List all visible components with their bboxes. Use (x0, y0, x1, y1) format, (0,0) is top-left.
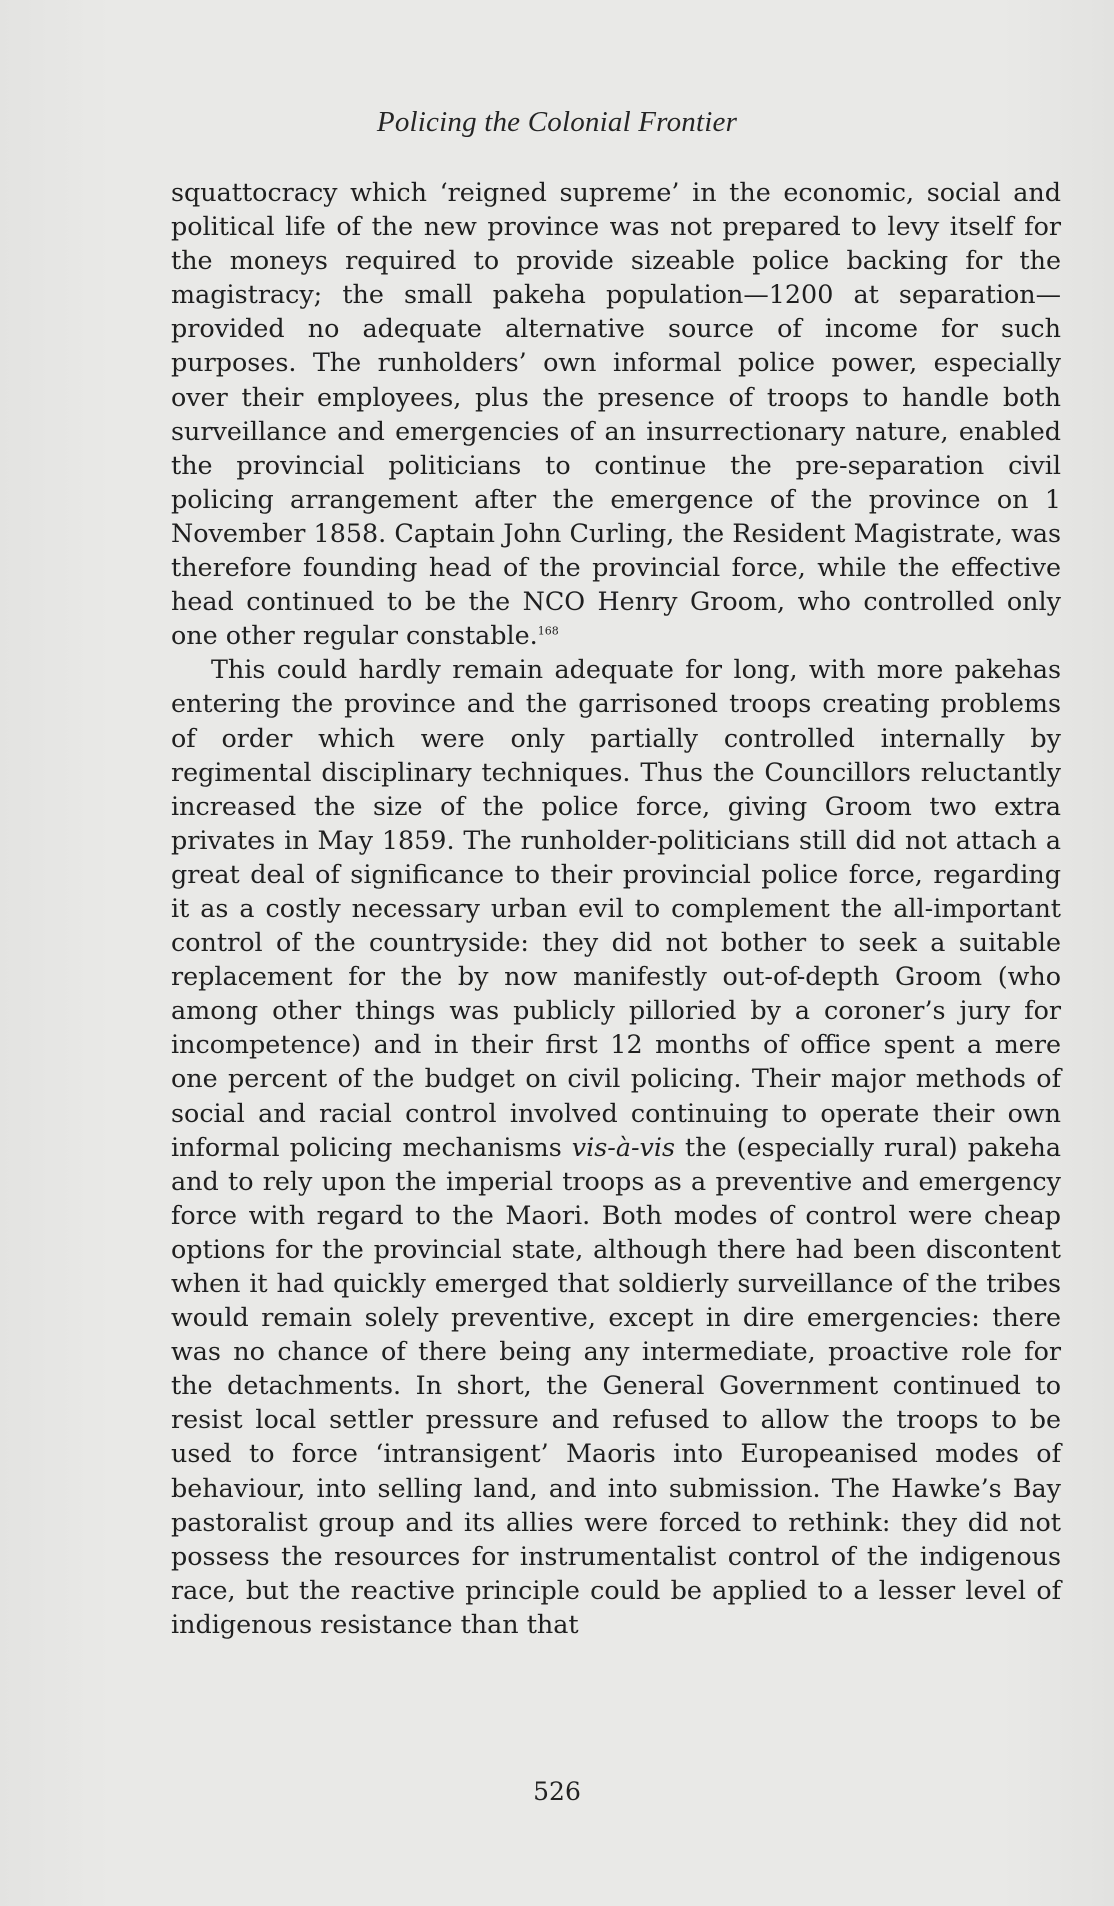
paragraph-1-text: squattocracy which ‘reigned supreme’ in the economic, social and political life of the new province was not prepared to levy itself for the moneys required to provide sizeable police backing for the magistracy; the small pakeha population—1200 at separation—provided no adequate alternative source of income for such purposes. The runholders’ own informal police power, especially over their employees, plus the presence of troops to handle both surveillance and emergencies of an insurrectionary nature, enabled the provincial politicians to continue the pre-separation civil policing arrangement after the emergence of the province on 1 November 1858. Captain John Curling, the Resident Magistrate, was therefore founding head of the provincial force, while the effective head continued to be the NCO Henry Groom, who controlled only one other regular constable. (171, 177, 1061, 651)
footnote-reference: 168 (537, 624, 559, 638)
paragraph-2 (171, 652, 1061, 1641)
paragraph-1 (171, 175, 1061, 652)
paragraph-2-text-end: the (especially rural) pakeha and to rely upon the imperial troops as a preventive and emergency force with regard to the Maori. Both modes of control were cheap options for the provincial state, although there had been discontent when it had quickly emerged that soldierly surveillance of the tribes would remain solely preventive, except in dire emergencies: there was no chance of there being any intermediate, proactive role for the detachments. In short, the General Government continued to resist local settler pressure and refused to allow the troops to be used to force ‘intransigent’ Maoris into Europeanised modes of behaviour, into selling land, and into submission. The Hawke’s Bay pastoralist group and its allies were forced to rethink: they did not possess the resources for instrumentalist control of the indigenous race, but the reactive principle could be applied to a lesser level of indigenous resistance than that (171, 1131, 1061, 1639)
body-text (171, 175, 1061, 1641)
paragraph-2-text-start: This could hardly remain adequate for long, with more pakehas entering the province and the garrisoned troops creating problems of order which were only partially controlled internally by regimental disciplinary techniques. Thus the Councillors reluctantly increased the size of the police force, giving Groom two extra privates in May 1859. The runholder-politicians still did not attach a great deal of significance to their provincial police force, regarding it as a costly necessary urban evil to complement the all-important control of the countryside: they did not bother to seek a suitable replacement for the by now manifestly out-of-depth Groom (who among other things was publicly pilloried by a coroner’s jury for incompetence) and in their first 12 months of office spent a mere one percent of the budget on civil policing. Their major methods of social and racial control involved continuing to operate their own informal policing mechanisms (171, 654, 1061, 1162)
page-number: 526 (533, 1777, 581, 1806)
paragraph-2-italic-phrase: vis-à-vis (571, 1131, 676, 1162)
running-head: Policing the Colonial Frontier (376, 106, 738, 138)
